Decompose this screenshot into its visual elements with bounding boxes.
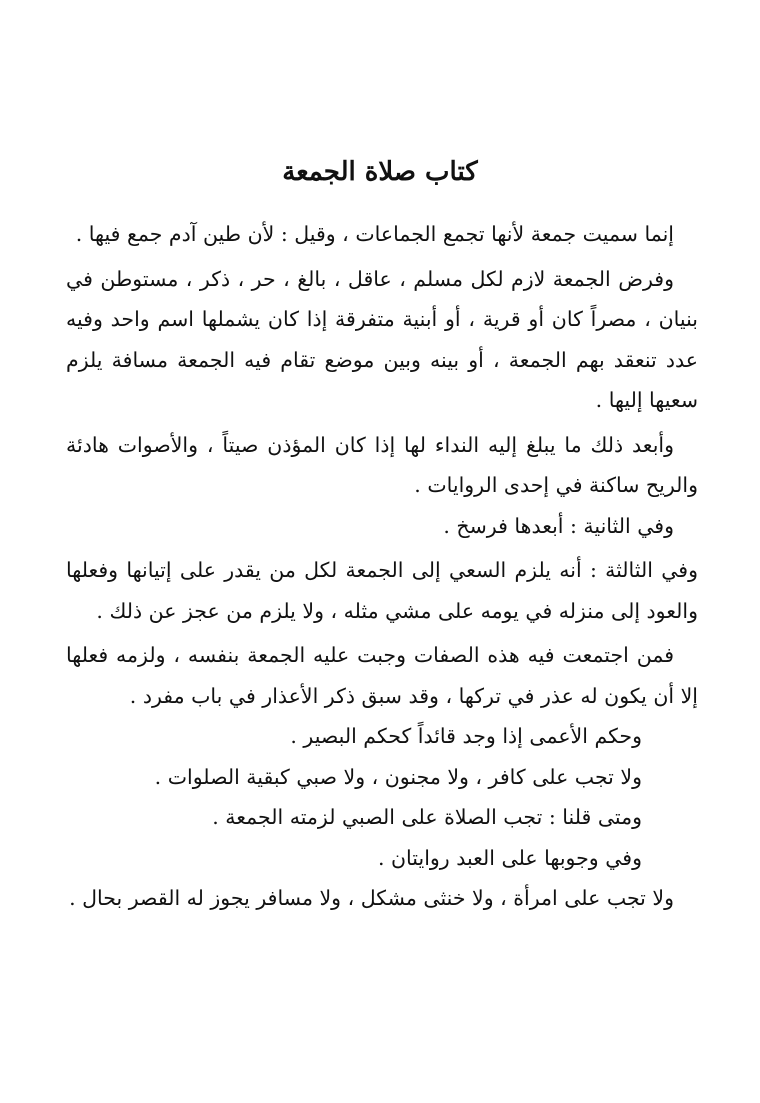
paragraph-second-narration: وفي الثانية : أبعدها فرسخ . <box>443 513 674 538</box>
paragraph-conditions-met: فمن اجتمعت فيه هذه الصفات وجبت عليه الجمعة بنفسه ، ولزمه فعلها إلا أن يكون له عذر في تركها ، وقد سبق ذكر الأعذار في باب مفرد . <box>66 643 698 708</box>
paragraph-not-required: ولا تجب على كافر ، ولا مجنون ، ولا صبي كبقية الصلوات . <box>154 764 642 789</box>
chapter-title: كتاب صلاة الجمعة <box>282 157 478 187</box>
chapter-body <box>66 214 698 919</box>
paragraph-child: ومتى قلنا : تجب الصلاة على الصبي لزمته الجمعة . <box>212 805 642 829</box>
paragraph-obligation: وفرض الجمعة لازم لكل مسلم ، عاقل ، بالغ ، حر ، ذكر ، مستوطن في بنيان ، مصراً كان أو قرية ، أو أبنية متفرقة إذا كان يشملها اسم واحد وفيه عدد تنعقد بهم الجمعة ، أو بينه وبين موضع تقام فيه الجمعة مسافة يلزم سعيها إليها . <box>66 266 698 412</box>
paragraph-naming: إنما سميت جمعة لأنها تجمع الجماعات ، وقيل : لأن طين آدم جمع فيها . <box>75 222 674 246</box>
paragraph-distance-first: وأبعد ذلك ما يبلغ إليه النداء لها إذا كان المؤذن صيتاً ، والأصوات هادئة والريح ساكنة في إحدى الروايات . <box>66 432 698 497</box>
paragraph-third-narration: وفي الثالثة : أنه يلزم السعي إلى الجمعة لكل من يقدر على إتيانها وفعلها والعود إلى منزله في يومه على مشي مثله ، ولا يلزم من عجز عن ذلك . <box>66 558 698 623</box>
paragraph-slave: وفي وجوبها على العبد روايتان . <box>377 845 642 870</box>
paragraph-woman-traveler: ولا تجب على امرأة ، ولا خنثى مشكل ، ولا مسافر يجوز له القصر بحال . <box>69 886 674 910</box>
paragraph-blind: وحكم الأعمى إذا وجد قائداً كحكم البصير . <box>290 724 642 748</box>
